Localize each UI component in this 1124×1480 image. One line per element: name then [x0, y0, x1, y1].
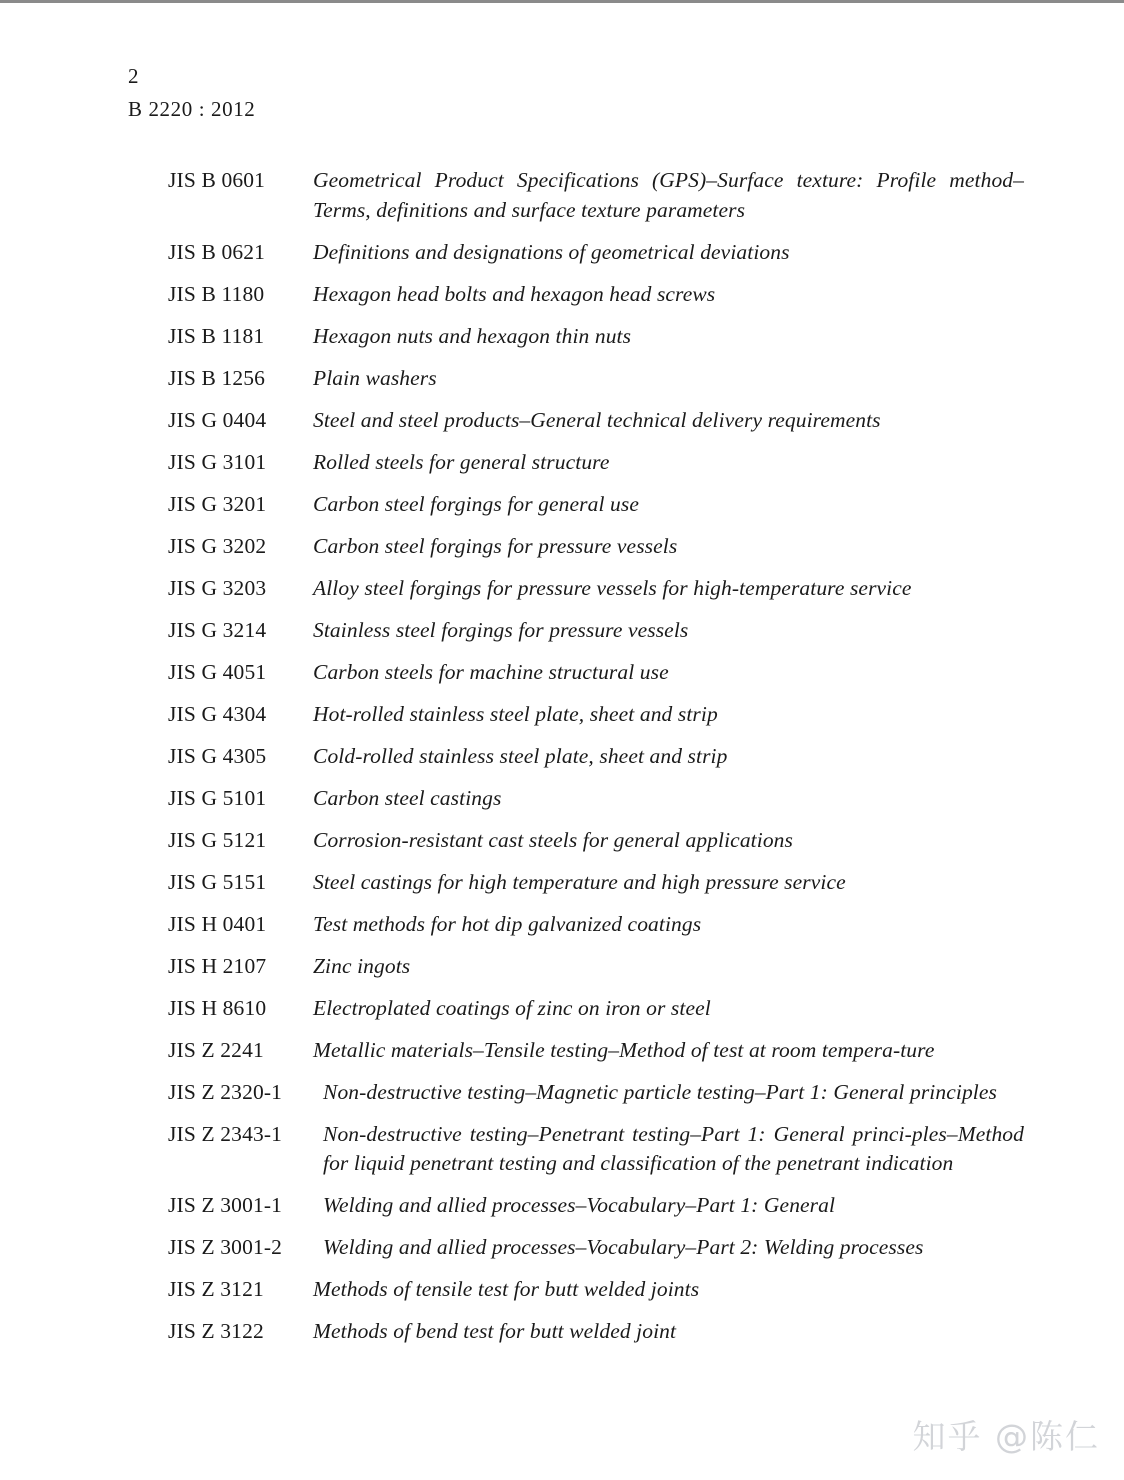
document-reference: B 2220 : 2012 — [128, 96, 256, 121]
reference-entry — [168, 574, 1024, 604]
reference-code: JIS Z 3121 — [168, 1277, 264, 1301]
reference-entry — [168, 166, 1024, 225]
reference-title: Geometrical Product Specifications (GPS)–Surface texture: Profile method–Terms, definitions and surface texture parameters — [313, 168, 1024, 222]
reference-entry — [168, 1233, 1024, 1263]
reference-entry — [168, 1036, 1024, 1066]
reference-title: Test methods for hot dip galvanized coatings — [313, 911, 702, 936]
reference-entry — [168, 1120, 1024, 1179]
reference-code: JIS B 0601 — [168, 168, 266, 192]
reference-code: JIS H 8610 — [168, 995, 267, 1020]
reference-title: Non‐destructive testing–Magnetic particle testing–Part 1: General principles — [323, 1079, 997, 1104]
reference-title: Rolled steels for general structure — [313, 449, 610, 474]
reference-title: Zinc ingots — [313, 953, 411, 978]
reference-code: JIS G 5151 — [168, 869, 267, 894]
reference-title: Carbon steels for machine structural use — [313, 659, 669, 684]
reference-entry — [168, 910, 1024, 940]
reference-entry — [168, 280, 1024, 310]
reference-code: JIS G 3201 — [168, 491, 267, 516]
reference-title: Metallic materials–Tensile testing–Method of test at room tempera‐ture — [313, 1037, 935, 1062]
reference-entry — [168, 1275, 1024, 1305]
reference-code: JIS G 3202 — [168, 533, 267, 558]
watermark: 知乎 @陈仁 — [912, 1417, 1100, 1456]
reference-code: JIS Z 3001‐1 — [168, 1193, 283, 1217]
reference-title: Steel and steel products–General technical delivery requirements — [313, 407, 881, 432]
page-top-rule — [0, 0, 1124, 3]
reference-title: Carbon steel forgings for pressure vessels — [313, 533, 678, 558]
reference-title: Methods of tensile test for butt welded joints — [313, 1277, 700, 1301]
reference-title: Welding and allied processes–Vocabulary–Part 2: Welding processes — [323, 1235, 924, 1259]
reference-code: JIS G 4305 — [168, 743, 267, 768]
reference-code: JIS H 0401 — [168, 911, 267, 936]
reference-entry — [168, 868, 1024, 898]
reference-entry — [168, 1078, 1024, 1108]
reference-code: JIS G 4051 — [168, 659, 267, 684]
reference-code: JIS B 1181 — [168, 323, 265, 348]
reference-code: JIS Z 2320‐1 — [168, 1079, 283, 1104]
reference-title: Welding and allied processes–Vocabulary–Part 1: General — [323, 1193, 836, 1217]
reference-title: Plain washers — [313, 365, 437, 390]
reference-code: JIS B 0621 — [168, 239, 266, 264]
reference-entry — [168, 658, 1024, 688]
reference-entry — [168, 364, 1024, 394]
reference-code: JIS G 5121 — [168, 827, 267, 852]
reference-code: JIS B 1180 — [168, 281, 265, 306]
reference-code: JIS B 1256 — [168, 365, 266, 390]
reference-code: JIS Z 3001‐2 — [168, 1235, 283, 1259]
reference-entry — [168, 406, 1024, 436]
page-header — [128, 62, 255, 125]
reference-code: JIS G 0404 — [168, 407, 267, 432]
reference-entry — [168, 994, 1024, 1024]
reference-title: Electroplated coatings of zinc on iron or steel — [313, 995, 711, 1020]
reference-code: JIS G 3101 — [168, 449, 267, 474]
reference-title: Methods of bend test for butt welded joint — [313, 1319, 677, 1343]
reference-entry — [168, 826, 1024, 856]
reference-entry — [168, 742, 1024, 772]
reference-title: Corrosion‐resistant cast steels for general applications — [313, 827, 793, 852]
reference-entry — [168, 1191, 1024, 1221]
reference-title: Steel castings for high temperature and high pressure service — [313, 869, 846, 894]
reference-title: Stainless steel forgings for pressure vessels — [313, 617, 689, 642]
reference-entry — [168, 532, 1024, 562]
normative-references-list — [168, 166, 1024, 1359]
reference-code: JIS G 3214 — [168, 617, 267, 642]
reference-title: Hexagon head bolts and hexagon head screws — [313, 281, 716, 306]
reference-title: Non‐destructive testing–Penetrant testing–Part 1: General princi‐ples–Method for liquid penetrant testing and classification of the penetrant indication — [323, 1121, 1024, 1175]
reference-code: JIS Z 3122 — [168, 1319, 264, 1343]
reference-title: Carbon steel forgings for general use — [313, 491, 639, 516]
reference-entry — [168, 952, 1024, 982]
reference-entry — [168, 784, 1024, 814]
reference-title: Carbon steel castings — [313, 785, 502, 810]
reference-code: JIS H 2107 — [168, 953, 267, 978]
page-number: 2 — [128, 64, 139, 88]
reference-code: JIS Z 2241 — [168, 1037, 264, 1062]
reference-entry — [168, 322, 1024, 352]
reference-entry — [168, 238, 1024, 268]
reference-entry — [168, 1317, 1024, 1347]
reference-title: Definitions and designations of geometrical deviations — [313, 239, 790, 264]
reference-title: Hot‐rolled stainless steel plate, sheet and strip — [313, 701, 718, 726]
reference-entry — [168, 700, 1024, 730]
reference-code: JIS G 4304 — [168, 701, 267, 726]
reference-code: JIS Z 2343‐1 — [168, 1121, 283, 1146]
reference-code: JIS G 5101 — [168, 785, 267, 810]
reference-code: JIS G 3203 — [168, 575, 267, 600]
reference-title: Hexagon nuts and hexagon thin nuts — [313, 323, 632, 348]
reference-entry — [168, 448, 1024, 478]
reference-entry — [168, 490, 1024, 520]
reference-entry — [168, 616, 1024, 646]
reference-title: Alloy steel forgings for pressure vessels for high‐temperature service — [313, 575, 912, 600]
reference-title: Cold‐rolled stainless steel plate, sheet and strip — [313, 743, 728, 768]
